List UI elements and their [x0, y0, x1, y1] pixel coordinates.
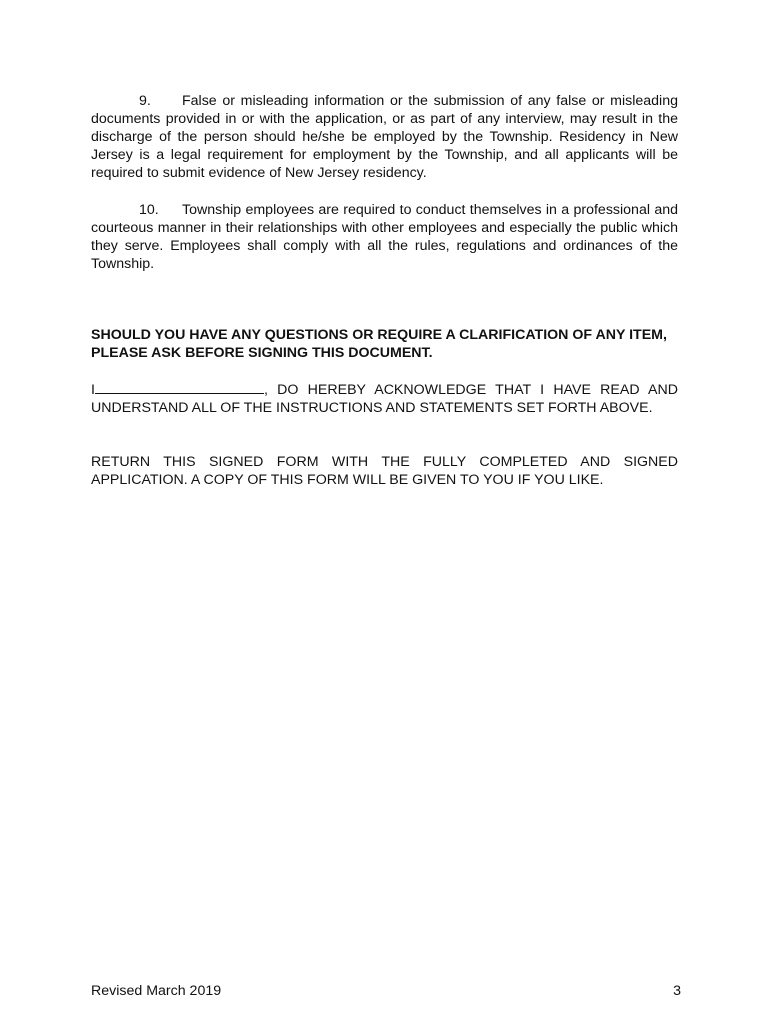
acknowledgment-prefix: I [91, 382, 95, 398]
paragraph-10-number: 10. [139, 202, 159, 218]
paragraph-10 [91, 201, 678, 273]
paragraph-10-text: Township employees are required to conduct themselves in a professional and courteous manner in their relationships with other employees and especially the public which they serve. Employees shall comply with all the rules, regulations and ordinances of the Township. [91, 202, 678, 272]
clarification-notice: SHOULD YOU HAVE ANY QUESTIONS OR REQUIRE A CLARIFICATION OF ANY ITEM, PLEASE ASK BEFORE SIGNING THIS DOCUMENT. [91, 327, 667, 361]
acknowledgment-text: , DO HEREBY ACKNOWLEDGE THAT I HAVE READ AND UNDERSTAND ALL OF THE INSTRUCTIONS AND STATEMENTS SET FORTH ABOVE. [91, 382, 678, 416]
return-instructions: RETURN THIS SIGNED FORM WITH THE FULLY COMPLETED AND SIGNED APPLICATION. A COPY OF THIS FORM WILL BE GIVEN TO YOU IF YOU LIKE. [91, 454, 678, 488]
paragraph-9-number: 9. [139, 93, 151, 109]
page-number: 3 [673, 983, 681, 999]
acknowledgment-statement [91, 379, 678, 417]
document-body [91, 92, 678, 489]
paragraph-9 [91, 92, 678, 182]
revision-date: Revised March 2019 [91, 983, 222, 999]
name-signature-blank[interactable] [95, 379, 264, 394]
paragraph-9-text: False or misleading information or the submission of any false or misleading documents provided in or with the application, or as part of any interview, may result in the discharge of the person should he/she be employed by the Township. Residency in New Jersey is a legal requirement for employment by the Township, and all applicants will be required to submit evidence of New Jersey residency. [91, 93, 678, 181]
